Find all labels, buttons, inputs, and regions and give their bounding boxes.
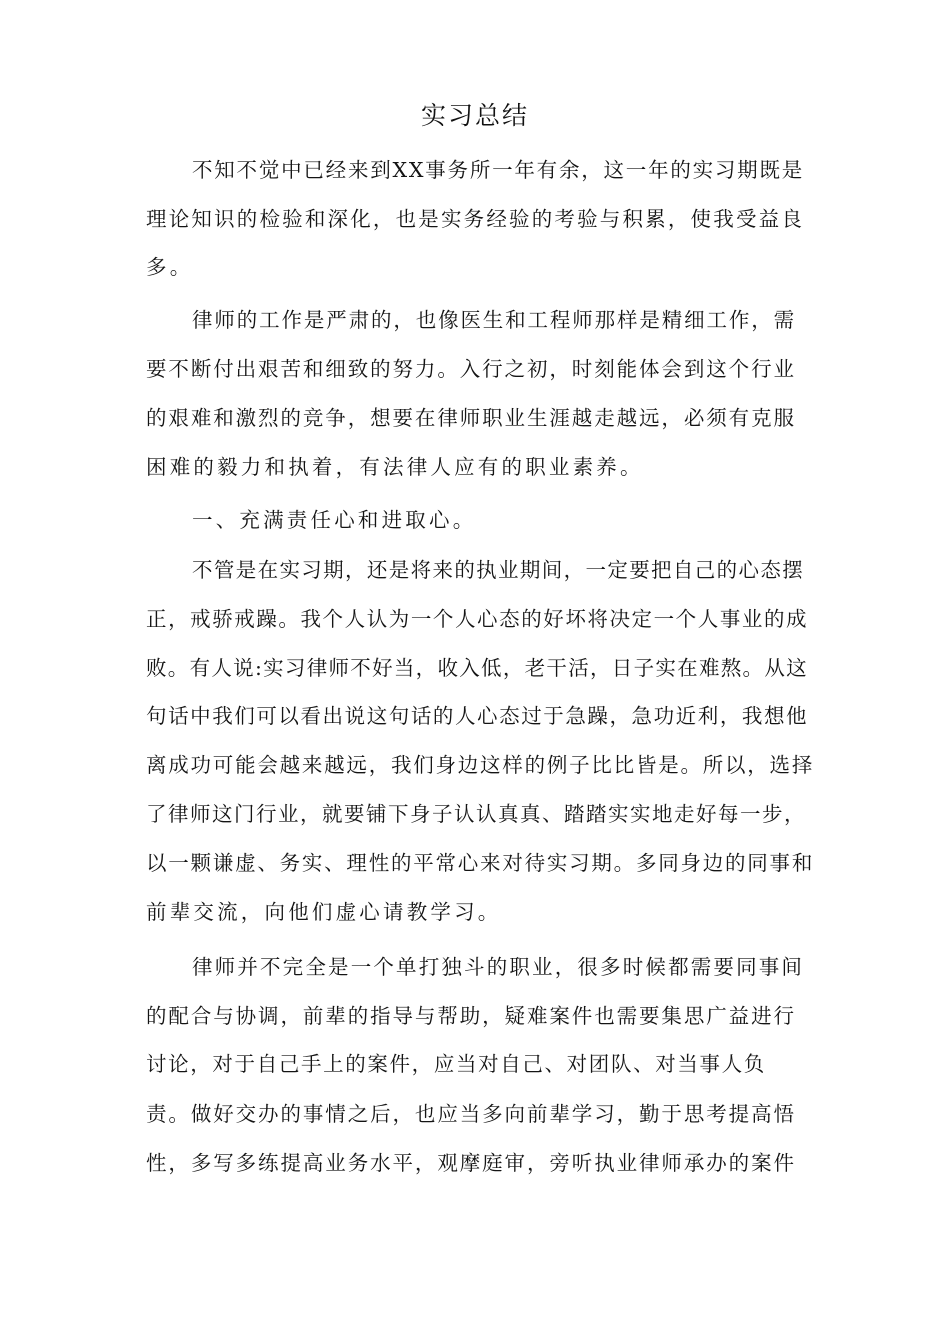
paragraph-line: 律师并不完全是一个单打独斗的职业，很多时候都需要同事间 xyxy=(192,955,805,979)
paragraph-line: 律师的工作是严肃的，也像医生和工程师那样是精细工作，需 xyxy=(192,308,796,332)
paragraph-line: 败。有人说:实习律师不好当，收入低，老干活，日子实在难熬。从这 xyxy=(146,656,808,680)
paragraph-line: 离成功可能会越来越远，我们身边这样的例子比比皆是。所以，选择 xyxy=(146,753,815,777)
paragraph-line: 性，多写多练提高业务水平，观摩庭审，旁听执业律师承办的案件 xyxy=(146,1151,796,1175)
paragraph-line: 正，戒骄戒躁。我个人认为一个人心态的好坏将决定一个人事业的成 xyxy=(146,607,809,631)
paragraph-line: 不知不觉中已经来到XX事务所一年有余，这一年的实习期既是 xyxy=(192,158,805,182)
document-title: 实习总结 xyxy=(420,101,529,130)
paragraph-line: 的配合与协调，前辈的指导与帮助，疑难案件也需要集思广益进行 xyxy=(146,1004,796,1028)
paragraph-line: 以一颗谦虚、务实、理性的平常心来对待实习期。多同身边的同事和 xyxy=(146,851,815,875)
paragraph-line: 前辈交流，向他们虚心请教学习。 xyxy=(146,900,502,924)
paragraph-line: 理论知识的检验和深化，也是实务经验的考验与积累，使我受益良 xyxy=(146,207,805,231)
paragraph-line: 责。做好交办的事情之后，也应当多向前辈学习，勤于思考提高悟 xyxy=(146,1102,796,1126)
paragraph-line: 要不断付出艰苦和细致的努力。入行之初，时刻能体会到这个行业 xyxy=(146,357,796,381)
paragraph-line: 不管是在实习期，还是将来的执业期间，一定要把自己的心态摆 xyxy=(192,558,805,582)
paragraph-line: 了律师这门行业，就要铺下身子认认真真、踏踏实实地走好每一步， xyxy=(146,802,806,826)
paragraph-line: 多。 xyxy=(146,255,194,279)
section-heading: 一、充满责任心和进取心。 xyxy=(192,508,477,532)
paragraph-line: 讨论，对于自己手上的案件，应当对自己、对团队、对当事人负 xyxy=(146,1052,766,1076)
paragraph-line: 的艰难和激烈的竞争，想要在律师职业生涯越走越远，必须有克服 xyxy=(146,406,796,430)
paragraph-line: 困难的毅力和执着，有法律人应有的职业素养。 xyxy=(146,455,644,479)
paragraph-line: 句话中我们可以看出说这句话的人心态过于急躁，急功近利，我想他 xyxy=(146,704,809,728)
